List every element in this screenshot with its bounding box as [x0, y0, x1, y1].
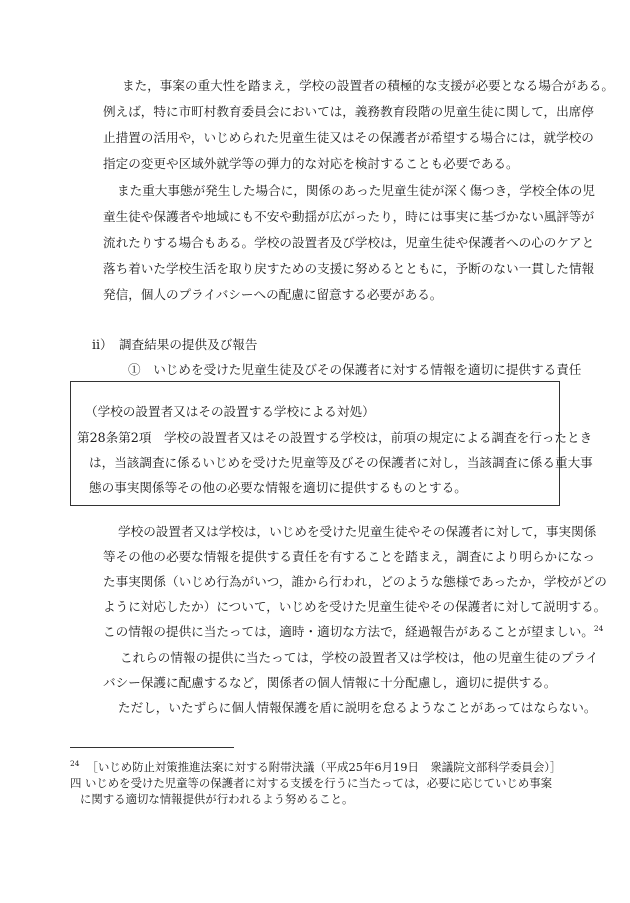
body-paragraph-2-line-1: これらの情報の提供に当たっては，学校の設置者又は学校は，他の児童生徒のプライ [120, 650, 599, 665]
footnote-number: 24 [70, 759, 80, 768]
subsection-heading: ① いじめを受けた児童生徒及びその保護者に対する情報を適切に提供する責任 [128, 362, 582, 377]
body-paragraph-1-line-5-text: この情報の提供に当たっては，適時・適切な方法で，経過報告があることが望ましい。 [103, 624, 594, 639]
intro-paragraph-1-line-1: また，事案の重大性を踏まえ，学校の設置者の積極的な支援が必要となる場合がある。 [122, 78, 614, 93]
body-paragraph-1-line-1: 学校の設置者又は学校は，いじめを受けた児童生徒やその保護者に対して，事実関係 [118, 524, 597, 539]
intro-paragraph-2-line-5: 発信，個人のプライバシーへの配慮に留意する必要がある。 [103, 287, 443, 302]
body-paragraph-1-line-2: 等その他の必要な情報を提供する責任を有することを踏まえ，調査により明らかになっ [103, 549, 595, 564]
footnote-item-line-1: 四 いじめを受けた児童等の保護者に対する支援を行うに当たっては，必要に応じていじめ事案 [70, 776, 553, 790]
intro-paragraph-2-line-2: 童生徒や保護者や地域にも不安や動揺が広がったり，時には事実に基づかない風評等が [103, 209, 595, 224]
intro-paragraph-2-line-1: また重大事態が発生した場合に，関係のあった児童生徒が深く傷つき，学校全体の児 [117, 183, 595, 198]
footnote-item-line-2: に関する適切な情報提供が行われるよう努めること。 [80, 792, 354, 806]
footnote-separator [70, 747, 234, 748]
intro-paragraph-2-line-3: 流れたりする場合もある。学校の設置者及び学校は，児童生徒や保護者への心のケアと [103, 235, 595, 250]
law-caption: （学校の設置者又はその設置する学校による対処） [85, 404, 375, 419]
body-paragraph-1-line-4: ように対応したか）について，いじめを受けた児童生徒やその保護者に対して説明する。 [103, 599, 607, 614]
intro-paragraph-1-line-2: 例えば，特に市町村教育委員会においては，義務教育段階の児童生徒に関して，出席停 [103, 104, 594, 119]
body-paragraph-2-line-2: バシー保護に配慮するなど，関係者の個人情報に十分配慮し，適切に提供する。 [103, 675, 557, 690]
law-text-line-1: 第28条第2項 学校の設置者又はその設置する学校は，前項の規定による調査を行ったとき [77, 430, 593, 445]
body-paragraph-1-line-5 [103, 624, 603, 640]
footnote-title: ［いじめ防止対策推進法案に対する附帯決議（平成25年6月19日 衆議院文部科学委員会）］ [86, 760, 562, 774]
law-text-line-2: は，当該調査に係るいじめを受けた児童等及びその保護者に対し，当該調査に係る重大事 [89, 455, 593, 470]
body-paragraph-3-line-1: ただし，いたずらに個人情報保護を盾に説明を怠るようなことがあってはならない。 [118, 700, 597, 715]
footnote-title-line [70, 760, 561, 775]
section-heading: ⅱ） 調査結果の提供及び報告 [92, 337, 258, 352]
intro-paragraph-1-line-3: 止措置の活用や，いじめられた児童生徒又はその保護者が希望する場合には，就学校の [103, 130, 594, 145]
intro-paragraph-2-line-4: 落ち着いた学校生活を取り戻すための支援に努めるとともに，予断のない一貫した情報 [103, 261, 595, 276]
law-excerpt-box [70, 381, 593, 506]
footnote-reference[interactable]: 24 [593, 624, 604, 633]
body-paragraph-1-line-3: た事実関係（いじめ行為がいつ，誰から行われ，どのような態様であったか，学校がどの [103, 574, 607, 589]
law-text-line-3: 態の事実関係等その他の必要な情報を適切に提供するものとする。 [89, 480, 467, 495]
intro-paragraph-1-line-4: 指定の変更や区域外就学等の弾力的な対応を検討することも必要である。 [103, 156, 519, 171]
